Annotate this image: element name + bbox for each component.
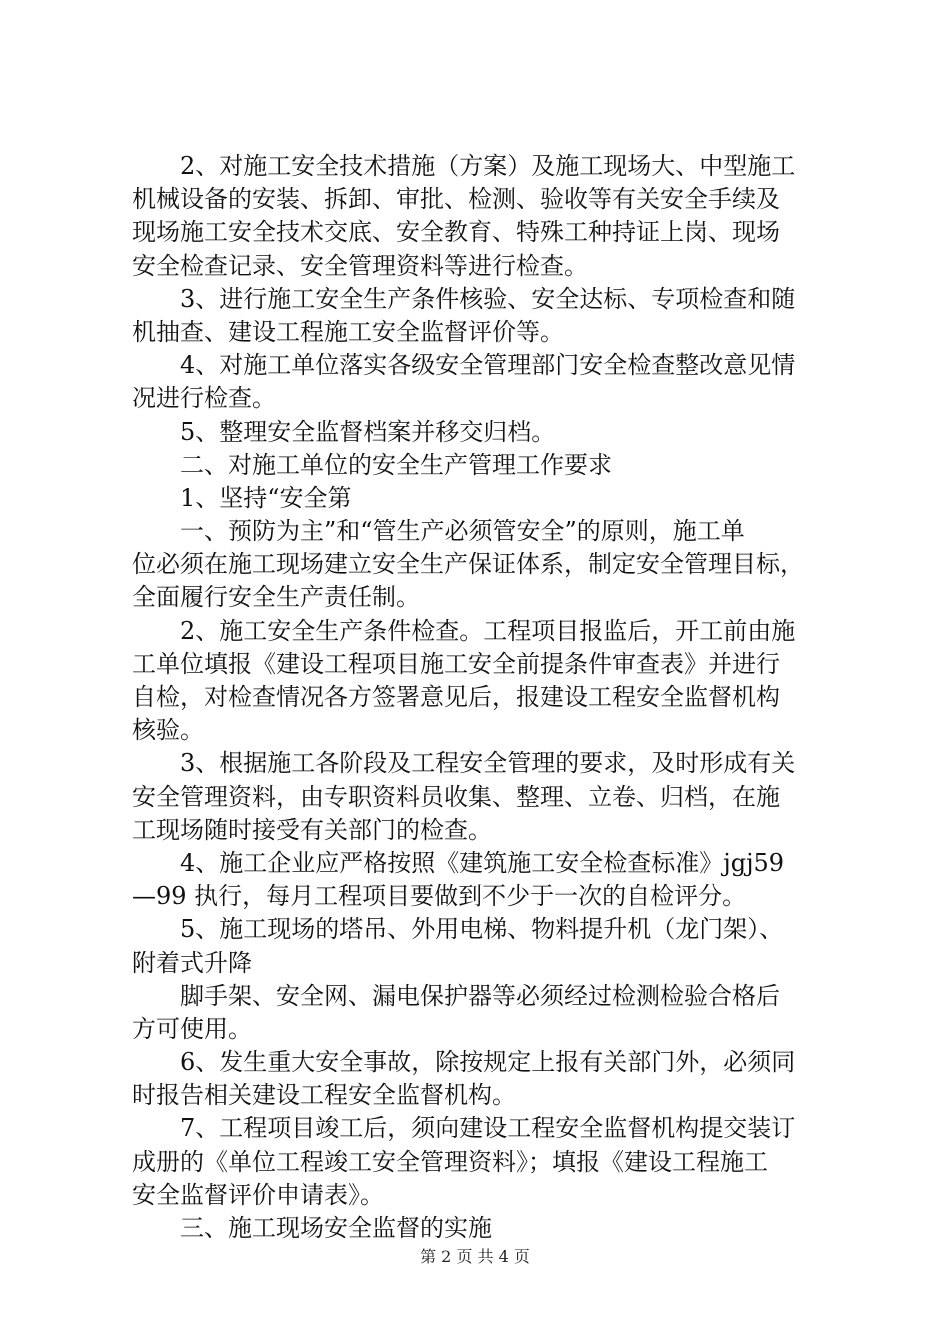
text-line: 附着式升降 <box>132 948 252 977</box>
text-line: —99 执行，每月工程项目要做到不少于一次的自检评分。 <box>132 882 747 911</box>
text-line: 安全管理资料，由专职资料员收集、整理、立卷、归档，在施 <box>132 782 780 811</box>
text-line: 机械设备的安装、拆卸、审批、检测、验收等有关安全手续及 <box>132 185 780 214</box>
text-line: 位必须在施工现场建立安全生产保证体系，制定安全管理目标， <box>132 550 804 579</box>
text-line: 工现场随时接受有关部门的检查。 <box>132 815 492 844</box>
text-line: 自检，对检查情况各方签署意见后，报建设工程安全监督机构 <box>132 683 780 711</box>
text-line: 现场施工安全技术交底、安全教育、特殊工种持证上岗、现场 <box>132 218 780 247</box>
text-line: 方可使用。 <box>132 1014 252 1043</box>
page-footer: 第 2 页 共 4 页 <box>420 1247 530 1266</box>
text-line: 安全监督评价申请表》。 <box>132 1180 384 1209</box>
text-line: 5、整理安全监督档案并移交归档。 <box>132 417 556 446</box>
text-line: 机抽查、建设工程施工安全监督评价等。 <box>132 317 564 346</box>
text-line: 4、施工企业应严格按照《建筑施工安全检查标准》jgj59 <box>132 848 785 877</box>
section-heading: 三、施工现场安全监督的实施 <box>132 1214 492 1242</box>
text-line: 安全检查记录、安全管理资料等进行检查。 <box>132 251 588 280</box>
text-line: 脚手架、安全网、漏电保护器等必须经过检测检验合格后 <box>132 981 780 1010</box>
text-line: 2、对施工安全技术措施（方案）及施工现场大、中型施工 <box>132 152 796 180</box>
text-line: 3、根据施工各阶段及工程安全管理的要求，及时形成有关 <box>132 749 796 778</box>
text-line: 3、进行施工安全生产条件核验、安全达标、专项检查和随 <box>132 284 796 313</box>
text-line: 全面履行安全生产责任制。 <box>132 583 420 612</box>
text-line: 况进行检查。 <box>132 384 276 413</box>
text-line: 2、施工安全生产条件检查。工程项目报监后，开工前由施 <box>132 616 796 645</box>
text-line: 一、预防为主”和“管生产必须管安全”的原则，施工单 <box>132 517 745 546</box>
text-line: 4、对施工单位落实各级安全管理部门安全检查整改意见情 <box>132 351 796 380</box>
text-line: 1、坚持“安全第 <box>132 483 352 512</box>
text-line: 工单位填报《建设工程项目施工安全前提条件审查表》并进行 <box>132 649 780 678</box>
section-heading: 二、对施工单位的安全生产管理工作要求 <box>132 450 612 479</box>
text-line: 核验。 <box>132 716 204 745</box>
text-line: 5、施工现场的塔吊、外用电梯、物料提升机（龙门架）、 <box>132 915 784 944</box>
text-line: 7、工程项目竣工后，须向建设工程安全监督机构提交装订 <box>132 1114 796 1143</box>
text-line: 6、发生重大安全事故，除按规定上报有关部门外，必须同 <box>132 1048 796 1077</box>
text-line: 成册的《单位工程竣工安全管理资料》；填报《建设工程施工 <box>132 1147 768 1176</box>
body-text <box>132 150 832 1245</box>
text-line: 时报告相关建设工程安全监督机构。 <box>132 1081 516 1110</box>
